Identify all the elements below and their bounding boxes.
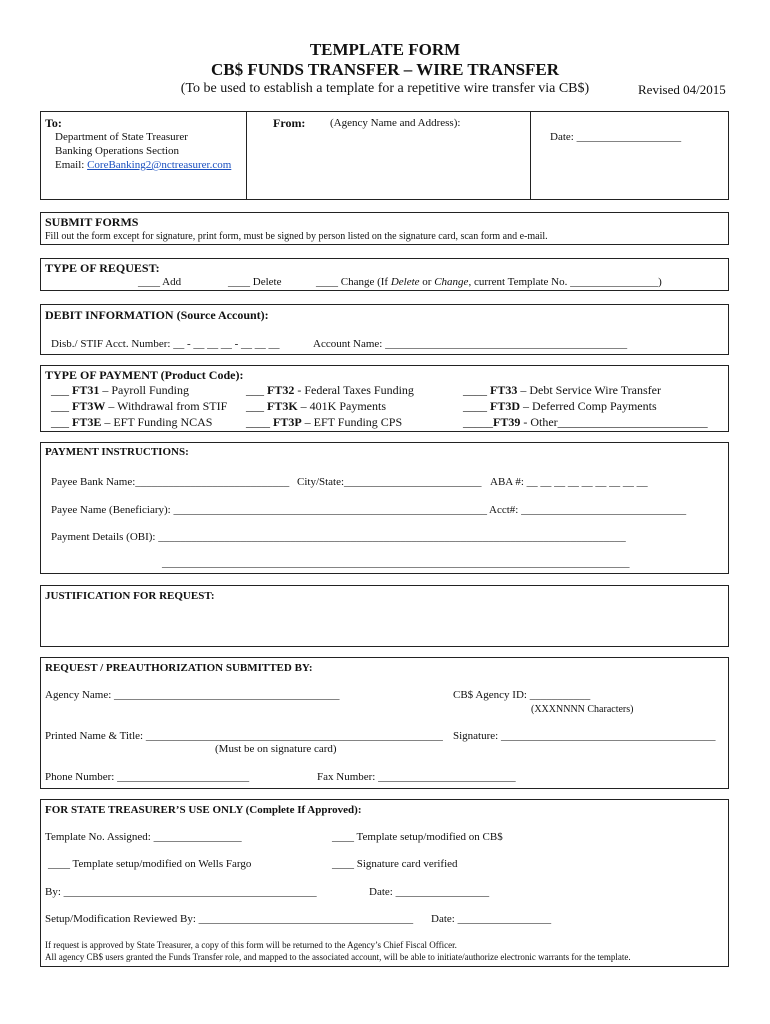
request-delete-option[interactable]: ____ Delete [228,276,282,288]
to-label: To: [45,116,62,130]
payment-details-field[interactable]: Payment Details (OBI): _____________________________________________________________________________________ [51,531,626,543]
request-change-option[interactable] [316,276,662,288]
debit-section [40,304,729,355]
change-or-word: or [422,276,432,288]
payment-type-title: TYPE OF PAYMENT (Product Code): [45,368,244,382]
change-change-word: Change [434,276,469,288]
blank: ___ [246,383,264,397]
payee-bank-field[interactable]: Payee Bank Name:____________________________ [51,476,290,488]
payment-instructions-section [40,442,729,574]
product-desc: – Deferred Comp Payments [520,399,657,413]
product-code: FT32 [267,383,295,397]
request-type-title: TYPE OF REQUEST: [45,261,160,275]
revised-date: Revised 04/2015 [638,82,726,97]
debit-acct-name[interactable]: Account Name: ____________________________________________ [313,338,628,350]
from-date-divider [530,111,531,200]
signature-hint: (Must be on signature card) [215,743,337,755]
setup-cbs-check[interactable]: ____ Template setup/modified on CB$ [332,831,503,843]
request-add-option[interactable]: ____ Add [138,276,182,288]
product-code: FT3E [72,415,102,429]
setup-wells-fargo-check[interactable]: ____ Template setup/modified on Wells Fargo [48,858,252,870]
product-desc: – Withdrawal from STIF [105,399,228,413]
payment-option-ft32[interactable] [246,383,414,398]
payment-option-ft3p[interactable] [246,415,402,430]
debit-title: DEBIT INFORMATION (Source Account): [45,308,269,322]
printed-name-field[interactable]: Printed Name & Title: ______________________________________________________ [45,730,443,742]
treasurer-section [40,799,729,967]
cbs-agency-id-field[interactable]: CB$ Agency ID: ___________ [453,689,591,701]
by-date-field[interactable]: Date: _________________ [369,886,490,898]
blank: ___ [246,399,264,413]
product-code: FT39 [493,415,521,429]
to-line-section: Banking Operations Section [55,145,180,157]
to-line-department: Department of State Treasurer [55,131,188,143]
blank: _____ [463,415,493,429]
product-desc: – Payroll Funding [99,383,190,397]
payment-option-ft31[interactable] [51,383,189,398]
submit-title: SUBMIT FORMS [45,215,139,229]
payment-option-ft3e[interactable] [51,415,212,430]
from-label: From: [273,116,306,130]
product-code: FT3D [490,399,520,413]
blank: ____ [463,383,487,397]
phone-field[interactable]: Phone Number: ________________________ [45,771,250,783]
email-link[interactable]: CoreBanking2@nctreasurer.com [87,159,232,171]
signature-field[interactable]: Signature: _______________________________________ [453,730,716,742]
change-suffix: , current Template No. ________________) [468,276,662,288]
from-hint: (Agency Name and Address): [330,117,461,129]
email-label: Email: [55,159,85,171]
blank: ___ [51,399,69,413]
footnote-users: All agency CB$ users granted the Funds Transfer role, and mapped to the associated account, will be able to initiate/authorize electronic warrants for the template. [45,952,631,962]
blank: ____ [246,415,270,429]
signature-verified-check[interactable]: ____ Signature card verified [332,858,458,870]
acct-field[interactable]: Acct#: ______________________________ [489,504,687,516]
product-code: FT3W [72,399,106,413]
to-from-section [40,111,729,200]
date-field[interactable]: Date: ___________________ [550,131,682,143]
blank: ___ [51,383,69,397]
payment-type-section [40,365,729,432]
treasurer-title: FOR STATE TREASURER’S USE ONLY (Complete If Approved): [45,804,362,816]
request-by-title: REQUEST / PREAUTHORIZATION SUBMITTED BY: [45,662,313,674]
product-code: FT3P [273,415,302,429]
debit-acct-number[interactable]: Disb./ STIF Acct. Number: __ - __ __ __ - __ __ __ [51,338,280,350]
product-code: FT33 [490,383,518,397]
payee-name-field[interactable]: Payee Name (Beneficiary): _________________________________________________________ [51,504,487,516]
request-by-section [40,657,729,789]
request-type-section [40,258,729,291]
by-field[interactable]: By: ______________________________________________ [45,886,317,898]
aba-field[interactable]: ABA #: __ __ __ __ __ __ __ __ __ [490,476,648,488]
product-desc: – 401K Payments [297,399,387,413]
to-from-divider [246,111,247,200]
product-desc: - Federal Taxes Funding [294,383,414,397]
form-title: TEMPLATE FORM [309,40,461,59]
payment-option-ft39[interactable] [463,415,708,430]
product-desc: - Other_________________________ [520,415,708,429]
template-no-field[interactable]: Template No. Assigned: ________________ [45,831,242,843]
product-desc: – Debt Service Wire Transfer [517,383,661,397]
change-prefix: ____ Change (If [316,276,389,288]
payment-details-line2[interactable]: _____________________________________________________________________________________ [162,557,630,569]
blank: ___ [51,415,69,429]
submit-text: Fill out the form except for signature, print form, must be signed by person listed on the signature card, scan form and e-mail. [45,231,548,242]
fax-field[interactable]: Fax Number: _________________________ [317,771,516,783]
payment-option-ft3w[interactable] [51,399,227,414]
email-row [55,159,231,171]
reviewed-date-field[interactable]: Date: _________________ [431,913,552,925]
product-code: FT3K [267,399,298,413]
form-subtitle: CB$ FUNDS TRANSFER – WIRE TRANSFER [210,60,560,79]
payment-option-ft3k[interactable] [246,399,386,414]
form-purpose: (To be used to establish a template for a repetitive wire transfer via CB$) [180,81,590,96]
footnote-approval: If request is approved by State Treasurer, a copy of this form will be returned to the Agency’s Chief Fiscal Officer. [45,940,457,950]
product-code: FT31 [72,383,100,397]
submit-forms-section [40,212,729,245]
agency-name-field[interactable]: Agency Name: _________________________________________ [45,689,340,701]
product-desc: – EFT Funding CPS [301,415,403,429]
city-state-field[interactable]: City/State:_________________________ [297,476,482,488]
reviewed-by-field[interactable]: Setup/Modification Reviewed By: _______________________________________ [45,913,414,925]
blank: ____ [463,399,487,413]
justification-section[interactable] [40,585,729,647]
payment-instructions-title: PAYMENT INSTRUCTIONS: [45,446,189,458]
payment-option-ft33[interactable] [463,383,661,398]
justification-title: JUSTIFICATION FOR REQUEST: [45,590,215,602]
agency-id-hint: (XXXNNNN Characters) [531,704,634,715]
payment-option-ft3d[interactable] [463,399,657,414]
product-desc: – EFT Funding NCAS [101,415,213,429]
change-delete-word: Delete [390,276,420,288]
